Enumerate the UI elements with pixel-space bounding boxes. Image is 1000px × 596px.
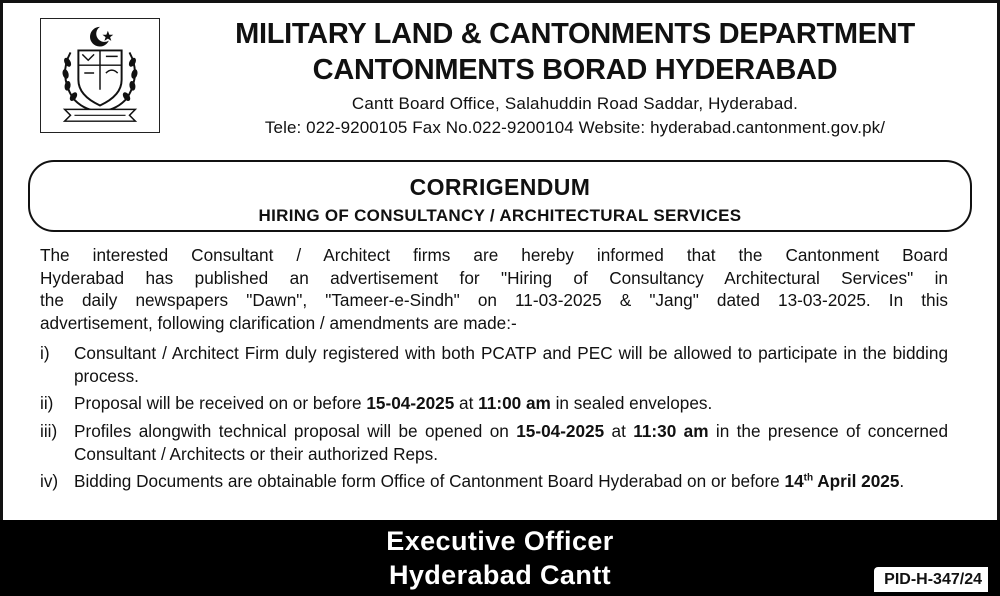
- intro-line: the daily newspapers "Dawn", "Tameer-e-Sindh" on 11-03-2025 & "Jang" dated 13-03-2025. In this: [40, 290, 948, 310]
- item-number: i): [40, 343, 50, 363]
- notice-subtitle: HIRING OF CONSULTANCY / ARCHITECTURAL SERVICES: [258, 206, 742, 225]
- item-text: Proposal will be received on or before 15-04-2025 at 11:00 am in sealed envelopes.: [74, 393, 713, 413]
- state-emblem-icon: [40, 18, 160, 133]
- signatory-place: Hyderabad Cantt: [388, 560, 612, 590]
- item-text: Consultant / Architect Firm duly registered with both PCATP and PEC will be allowed to participate in the bidding process.: [74, 343, 948, 386]
- board-title: CANTONMENTS BORAD HYDERABAD: [312, 54, 838, 86]
- intro-line: The interested Consultant / Architect firms are hereby informed that the Cantonment Board: [40, 245, 948, 265]
- intro-line: advertisement, following clarification / amendments are made:-: [40, 312, 517, 333]
- proposal-date: 15-04-2025: [366, 393, 455, 413]
- list-item: [40, 420, 948, 465]
- corrigendum-box: [28, 160, 972, 232]
- footer-band: [0, 520, 1000, 596]
- list-item: [40, 342, 948, 387]
- item-text: Profiles alongwith technical proposal will be opened on 15-04-2025 at 11:30 am in the presence of concerned Consultant / Architects or their authorized Reps.: [74, 421, 949, 464]
- item-text: Bidding Documents are obtainable form Office of Cantonment Board Hyderabad on or before 14th April 2025.: [74, 471, 905, 491]
- contact-line: Tele: 022-9200105 Fax No.022-9200104 Website: hyderabad.cantonment.gov.pk/: [264, 118, 886, 137]
- item-number: iii): [40, 421, 58, 441]
- department-title: MILITARY LAND & CANTONMENTS DEPARTMENT: [235, 18, 915, 50]
- pid-code: PID-H-347/24: [874, 567, 988, 592]
- proposal-time: 11:00 am: [478, 393, 551, 413]
- intro-paragraph: [40, 244, 948, 334]
- item-number: ii): [40, 393, 54, 413]
- office-address: Cantt Board Office, Salahuddin Road Saddar, Hyderabad.: [351, 94, 799, 113]
- list-item: [40, 392, 948, 415]
- list-item: [40, 470, 948, 493]
- notice-title: CORRIGENDUM: [409, 174, 591, 200]
- opening-date: 15-04-2025: [516, 421, 605, 441]
- intro-line: Hyderabad has published an advertisement for "Hiring of Consultancy Architectural Services" in: [40, 267, 948, 288]
- signatory-title: Executive Officer: [386, 526, 614, 556]
- item-number: iv): [40, 471, 59, 491]
- deadline-date: 14th April 2025: [784, 471, 900, 491]
- opening-time: 11:30 am: [633, 421, 709, 441]
